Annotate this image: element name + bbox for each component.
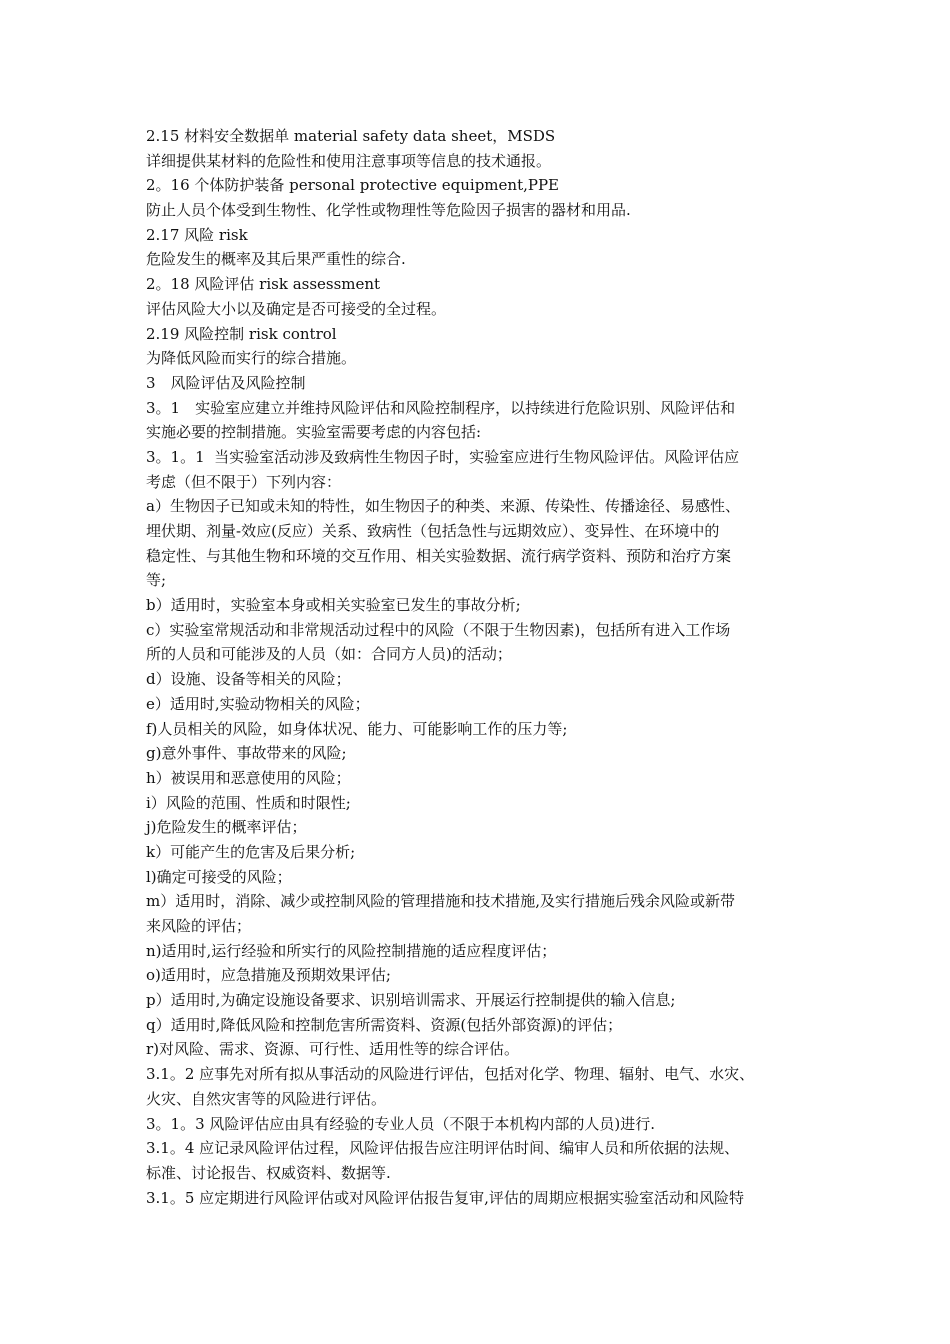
text-line: 3。1。3 风险评估应由具有经验的专业人员（不限于本机构内部的人员)进行. [146, 1114, 656, 1133]
text-line: 标准、讨论报告、权威资料、数据等. [146, 1163, 391, 1182]
text-line: 3。1。1 当实验室活动涉及致病性生物因子时，实验室应进行生物风险评估。风险评估应 [146, 447, 740, 466]
text-line: b）适用时，实验室本身或相关实验室已发生的事故分析; [146, 596, 521, 615]
text-line: 3.1。5 应定期进行风险评估或对风险评估报告复审,评估的周期应根据实验室活动和风险特 [146, 1188, 744, 1207]
text-line: 3.1。4 应记录风险评估过程，风险评估报告应注明评估时间、编审人员和所依据的法规、 [146, 1139, 740, 1158]
text-line: 3.1。2 应事先对所有拟从事活动的风险进行评估，包括对化学、物理、辐射、电气、水灾、 [146, 1065, 755, 1084]
text-line: e）适用时,实验动物相关的风险； [146, 694, 370, 713]
text-line: 详细提供某材料的危险性和使用注意事项等信息的技术通报。 [146, 151, 552, 170]
text-line: 为降低风险而实行的综合措施。 [146, 349, 357, 368]
section-heading: 3 风险评估及风险控制 [146, 373, 306, 392]
text-line: 2。18 风险评估 risk assessment [146, 275, 381, 294]
text-line: 危险发生的概率及其后果严重性的综合. [146, 250, 406, 269]
text-line: c）实验室常规活动和非常规活动过程中的风险（不限于生物因素)，包括所有进入工作场 [146, 620, 731, 639]
text-line: 火灾、自然灾害等的风险进行评估。 [146, 1089, 387, 1108]
text-line: 埋伏期、剂量-效应(反应）关系、致病性（包括急性与远期效应）、变异性、在环境中的 [146, 522, 720, 540]
text-line: 实施必要的控制措施。实验室需要考虑的内容包括: [146, 423, 482, 442]
text-line: 2.15 材料安全数据单 material safety data sheet，MSDS [146, 127, 556, 145]
text-line: q）适用时,降低风险和控制危害所需资料、资源(包括外部资源)的评估； [146, 1015, 623, 1034]
text-line: k）可能产生的危害及后果分析; [146, 842, 356, 861]
text-line: 2.17 风险 risk [146, 225, 248, 244]
text-line: 2.19 风险控制 risk control [146, 324, 337, 343]
text-line: 防止人员个体受到生物性、化学性或物理性等危险因子损害的器材和用品. [146, 201, 631, 220]
document-body [146, 124, 814, 1210]
text-line: n)适用时,运行经验和所实行的风险控制措施的适应程度评估； [146, 941, 557, 960]
text-line: 等; [146, 571, 167, 590]
text-line: l)确定可接受的风险； [146, 867, 292, 886]
text-line: o)适用时，应急措施及预期效果评估; [146, 966, 391, 985]
text-line: a）生物因子已知或未知的特性，如生物因子的种类、来源、传染性、传播途径、易感性、 [146, 497, 740, 516]
text-line: f)人员相关的风险，如身体状况、能力、可能影响工作的压力等; [146, 719, 568, 738]
text-line: g)意外事件、事故带来的风险; [146, 744, 347, 763]
text-line: 所的人员和可能涉及的人员（如：合同方人员)的活动； [146, 645, 512, 664]
text-line: p）适用时,为确定设施设备要求、识别培训需求、开展运行控制提供的输入信息; [146, 991, 676, 1010]
text-line: d）设施、设备等相关的风险； [146, 670, 351, 689]
text-line: j)危险发生的概率评估； [146, 818, 307, 837]
text-line: r)对风险、需求、资源、可行性、适用性等的综合评估。 [146, 1040, 520, 1059]
text-line: 评估风险大小以及确定是否可接受的全过程。 [146, 299, 447, 318]
text-line: i）风险的范围、性质和时限性; [146, 793, 351, 812]
text-line: m）适用时，消除、减少或控制风险的管理措施和技术措施,及实行措施后残余风险或新带 [146, 892, 735, 911]
text-line: 考虑（但不限于）下列内容： [146, 472, 342, 491]
text-line: 稳定性、与其他生物和环境的交互作用、相关实验数据、流行病学资料、预防和治疗方案 [146, 546, 732, 565]
text-line: 2。16 个体防护装备 personal protective equipment,PPE [146, 176, 559, 195]
text-line: 来风险的评估； [146, 917, 252, 935]
text-line: 3。1 实验室应建立并维持风险评估和风险控制程序，以持续进行危险识别、风险评估和 [146, 398, 736, 417]
text-line: h）被误用和恶意使用的风险； [146, 768, 351, 787]
